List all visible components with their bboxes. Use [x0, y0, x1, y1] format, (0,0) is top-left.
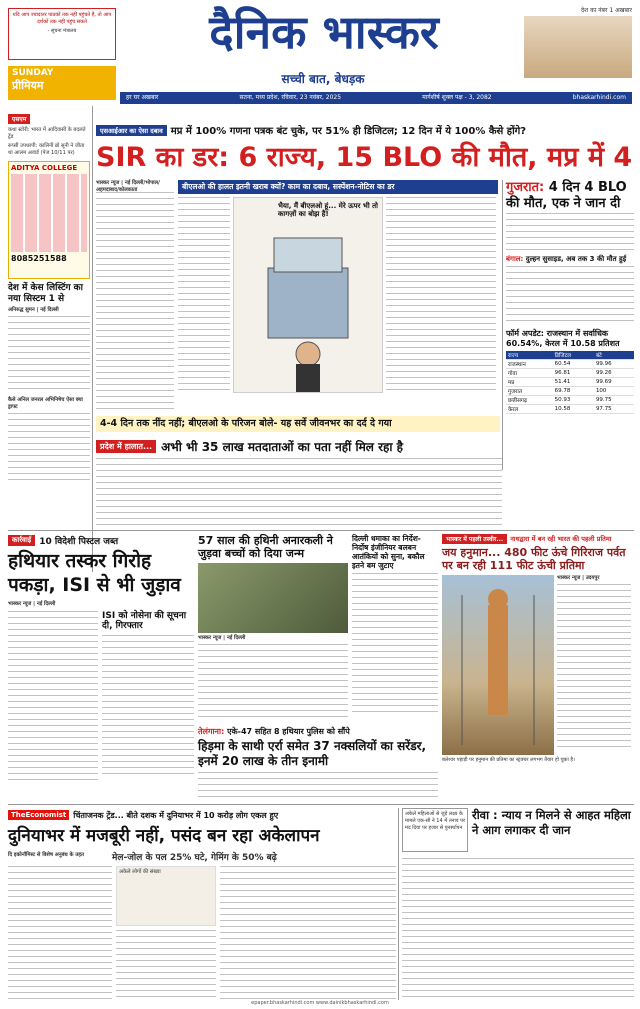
pistol-headline: हथियार तस्कर गिरोह पकड़ा, ISI से भी जुड़ाव: [8, 550, 181, 596]
lead-subhead: 4-4 दिन तक नींद नहीं; बीएलओ के परिजन बोले- यह सर्वे जीवनभर का दर्द दे गया: [96, 416, 500, 432]
cartoon-text: भैया, मैं बीएलओ हूं... मेरे ऊपर भी तो कागज़ों का बोझ है!: [278, 202, 378, 219]
cartoon: [233, 197, 383, 393]
gujarat-headline: 4 दिन 4 BLO की मौत, एक ने जान दी: [506, 180, 627, 211]
date-bar: [120, 92, 632, 104]
table-row: केरल 10.58 97.75: [506, 405, 634, 414]
economist-graphic: [116, 866, 216, 926]
table-row: गुजरात 69.78 100: [506, 387, 634, 396]
pistol-tag: कार्रवाई: [8, 535, 35, 546]
economist-credit: दि इकोनॉमिस्ट से विशेष अनुबंध के तहत: [8, 852, 85, 858]
rank-label: देश का नंबर 1 अखबार: [580, 7, 632, 14]
ad-phone: 8085251588: [11, 254, 67, 264]
lead-headline: SIR का डर: 6 राज्य, 15 BLO की मौत, मप्र में 4: [96, 142, 633, 173]
pistol-body: [8, 611, 98, 781]
newspaper-title: [128, 4, 520, 74]
bar-left: हर घर अखबार: [126, 94, 159, 101]
bengal-headline: दुल्हन सुसाइड, अब तक 3 की मौत हुई: [525, 255, 627, 264]
form-table: [506, 351, 634, 414]
elephant-credit: भास्कर न्यूज | नई दिल्ली: [198, 635, 246, 642]
blast-body: [352, 573, 438, 713]
economist-body: [220, 866, 396, 1000]
hidma-story: [198, 726, 438, 798]
tagline: सच्ची बात, बेधड़क: [281, 72, 365, 86]
voters-headline: अभी भी 35 लाख मतदाताओं का पता नहीं मिल रहा है: [161, 439, 404, 454]
sunday-badge: [8, 66, 116, 100]
sidebar: [8, 106, 90, 572]
form-headline: फॉर्म अपडेट: राजस्थान में सर्वाधिक 60.54%, केरल में 10.58 प्रतिशत: [506, 329, 620, 348]
temple-headline: जय हनुमान... 480 फीट ऊंचे गिरिराज पर्वत पर बन रही 111 फीट ऊंची प्रतिमा: [442, 546, 626, 573]
cartoon-illustration: [234, 198, 382, 392]
pistol-sub: ISI को नोसेना की सूचना दी, गिरफ्तार: [102, 610, 187, 632]
temple-story: [442, 534, 634, 802]
sidebar-reporter: अनिरुद्ध सुमन | नई दिल्ली: [8, 306, 59, 313]
temple-body: [557, 584, 631, 752]
pistol-dateline: भास्कर न्यूज | नई दिल्ली: [8, 600, 56, 607]
blast-headline: दिल्ली धमाका का निर्देश- निर्दोष इंजीनियर बलबन आतंकियों को सुना, बकौल इतने बम जुटाए: [352, 534, 425, 570]
voters-strip: [96, 438, 502, 454]
table-header: राज्य: [506, 351, 553, 360]
rewa-headline: न्याय न मिलने से आहत महिला ने आग लगाकर दी जान: [472, 808, 631, 837]
gujarat-body: [506, 213, 634, 253]
sidebar-body: [8, 413, 90, 483]
economist-strip-text: चिंताजनक ट्रेंड... बीते दशक में दुनियाभर में 10 करोड़ लोग एकल हुए: [73, 810, 279, 820]
rewa-box: [402, 808, 468, 852]
masthead-ad: [524, 16, 632, 78]
table-header: डिजिटल: [553, 351, 594, 360]
lead-strip: [96, 122, 634, 138]
temple-tag2: नाथद्वारा में बन रही भारत की पहली प्रतिमा: [510, 535, 612, 543]
hidma-state: तेलंगाना:: [198, 727, 225, 736]
economist-sub: मेल-जोल के पल 25% घटे, गेमिंग के 50% बढ़े: [112, 853, 277, 863]
rewa-body: [402, 858, 634, 1000]
bengal-label: बंगाल:: [506, 255, 524, 264]
table-header: बंटे: [594, 351, 634, 360]
economist-strip: [8, 808, 396, 822]
sunday-label: SUNDAY: [12, 68, 54, 78]
elephant-photo: [198, 563, 348, 633]
delhi-blast-story: [352, 534, 438, 724]
temple-photo: [442, 575, 554, 755]
masthead-slogan-box: [8, 8, 116, 60]
table-row: राजस्थान 60.54 99.96: [506, 360, 634, 369]
table-row: छत्तीसगढ़ 50.93 99.75: [506, 396, 634, 405]
photo-caption: बीएलओ की हालत इतनी खराब क्यों? काम का दबाव, सस्पेंशन-नोटिस का डर: [178, 180, 498, 194]
hidma-headline: हिड़मा के साथी एर्रा समेत 37 नक्सलियों का सरेंडर, इनमें 20 लाख के तीन इनामी: [198, 739, 427, 768]
sidebar-column-head: कैसे अनिल जनरल अभिनिषेच ऐसा क्या ड्राफ्ट: [8, 396, 83, 410]
economist-body: [116, 930, 216, 1000]
sidebar-item[interactable]: रूप्सी उपधरपी: कालिनी ब्रो सूनी ने जीता था आलम अवार्ड (पेज 10/11 पर): [8, 143, 85, 157]
hidma-body: [198, 772, 438, 798]
elephant-body: [198, 644, 348, 718]
bar-samvat: मार्गशीर्ष शुक्ल पक्ष - 3, 2082: [422, 94, 492, 101]
gujarat-label: गुजरात:: [506, 180, 545, 195]
rewa-box-text: अकेले महिलाओं से जुड़े लक्ष्य के मामले एक-सौ ने 14 में तनाव पर मद दिया पर हजार से पुनर्स्थापन: [405, 811, 465, 831]
ad-courses: [11, 174, 87, 252]
graphic-caption: अकेले लोगों की संख्या: [119, 869, 161, 875]
website[interactable]: bhaskarhindi.com: [572, 94, 626, 101]
bengal-body: [506, 266, 634, 326]
lead-body: [178, 197, 230, 393]
elephant-headline: 57 साल की हथिनी अनारकली ने जुड़वा बच्चों को दिया जन्म: [198, 534, 333, 561]
rewa-label: रीवा :: [472, 808, 498, 822]
strip-tag: एसआईआर का ऐसा दबाव: [96, 125, 167, 136]
economist-body: [8, 866, 112, 1000]
lead-body: [386, 197, 496, 393]
slogan-credit: - सूचना मंत्रालय: [47, 27, 77, 34]
gujarat-column: [506, 180, 634, 470]
lead-body-col1: [96, 192, 174, 414]
pistol-tag-text: 10 विदेशी पिस्टल जब्त: [39, 537, 119, 547]
temple-tag: भास्कर में पहली तस्वीर...: [442, 534, 507, 544]
elephant-story: [198, 534, 348, 724]
lead-photo-panel: [178, 180, 498, 416]
sidebar-section: एसएम: [8, 114, 30, 124]
ad-title: ADITYA COLLEGE: [11, 164, 78, 173]
footer: epaper.bhaskarhindi.com www.dainikbhaskarhindi.com: [251, 1000, 389, 1006]
sidebar-body: [8, 316, 90, 394]
statue-illustration: [442, 575, 554, 755]
rewa-headline-wrap: [472, 808, 634, 854]
pistol-body: [102, 635, 194, 775]
temple-credit: भास्कर न्यूज | उदयपुर: [557, 575, 600, 582]
temple-caption: बलेश्वर पहाड़ी पर हनुमान की प्रतिमा का स्ट्रक्चर लगभग तैयार हो चुका है।: [442, 757, 575, 764]
hidma-pre: एके-47 सहित 8 हथियार पुलिस को सौंपे: [227, 727, 350, 736]
college-ad: [8, 161, 90, 279]
paper-name: दैनिक भास्कर: [209, 5, 439, 59]
bar-date: सतना, मध्य प्रदेश, रविवार, 23 नवंबर, 2025: [239, 94, 342, 101]
voters-body: [96, 458, 502, 526]
sidebar-headline: देश में केस लिस्टिंग का नया सिस्टम 1 से: [8, 283, 83, 304]
voters-tag: प्रदेश में हालात...: [96, 440, 156, 453]
economist-brand: TheEconomist: [8, 810, 69, 820]
table-row: गोवा 96.81 99.26: [506, 369, 634, 378]
table-row: मप्र 51.41 99.69: [506, 378, 634, 387]
lead-dateline: भास्कर न्यूज | नई दिल्ली/भोपाल/अहमदाबाद/कोलकाता: [96, 180, 160, 194]
economist-headline: दुनियाभर में मजबूरी नहीं, पसंद बन रहा अकेलापन: [8, 826, 320, 846]
sidebar-item[interactable]: कथा स्टोरी: भारत में आदिवासी के बदलते ट्रेंड: [8, 127, 86, 141]
pistol-story: [8, 534, 194, 802]
slogan-text: यदि आप ज्यादातर पाठकों तक नहीं पहुंचते हैं, तो आप दर्शकों तक नहीं पहुंच सकते: [12, 12, 112, 25]
strip-text: मप्र में 100% गणना पत्रक बंट चुके, पर 51% ही डिजिटल; 12 दिन में ये 100% कैसे होंगे?: [170, 126, 527, 137]
premium-label: प्रीमियम: [12, 79, 44, 92]
